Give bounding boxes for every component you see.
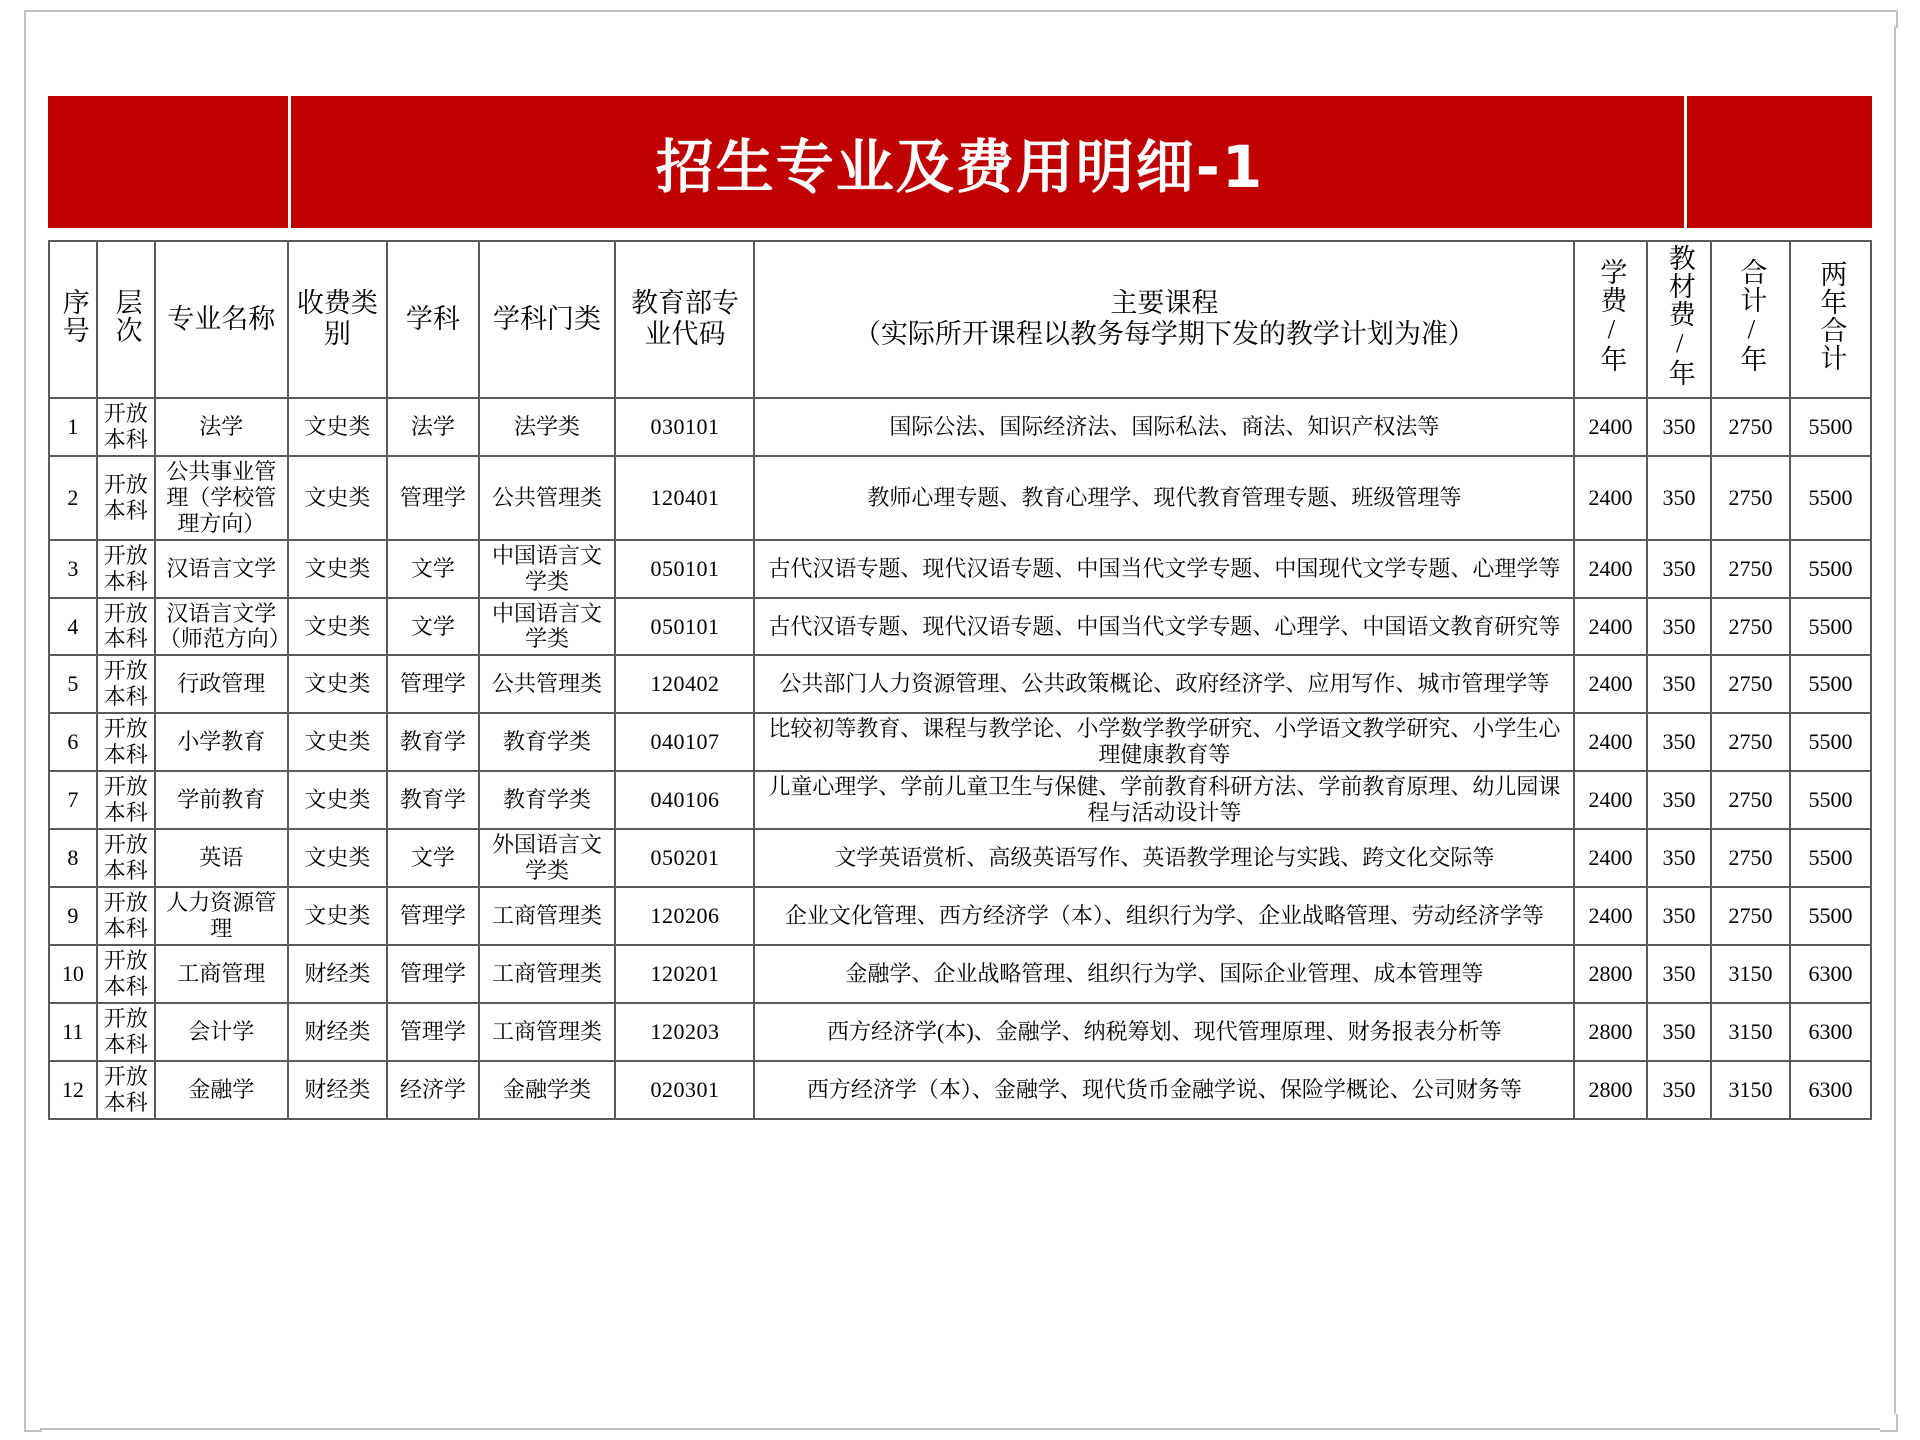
frame-line-bottom xyxy=(40,1428,1880,1430)
cell-subtotal: 2750 xyxy=(1711,398,1790,456)
cell-discipline-category: 公共管理类 xyxy=(479,655,616,713)
cell-discipline: 管理学 xyxy=(387,1003,478,1061)
cell-level: 开放本科 xyxy=(97,945,155,1003)
cell-fee-type: 文史类 xyxy=(288,829,388,887)
cell-courses: 文学英语赏析、高级英语写作、英语教学理论与实践、跨文化交际等 xyxy=(754,829,1574,887)
cell-subtotal: 3150 xyxy=(1711,1061,1790,1119)
header-courses: 主要课程 （实际所开课程以教务每学期下发的教学计划为准） xyxy=(754,241,1574,398)
header-book-fee: 教材费/年 xyxy=(1647,241,1711,398)
cell-level: 开放本科 xyxy=(97,1003,155,1061)
cell-discipline: 文学 xyxy=(387,540,478,598)
cell-fee-type: 文史类 xyxy=(288,540,388,598)
cell-level: 开放本科 xyxy=(97,456,155,540)
table-row xyxy=(49,1003,1871,1061)
cell-level: 开放本科 xyxy=(97,887,155,945)
cell-level: 开放本科 xyxy=(97,771,155,829)
cell-courses: 古代汉语专题、现代汉语专题、中国当代文学专题、中国现代文学专题、心理学等 xyxy=(754,540,1574,598)
header-tuition: 学费/年 xyxy=(1574,241,1647,398)
cell-moe-code: 040107 xyxy=(615,713,754,771)
frame-corner-top-left xyxy=(24,10,42,28)
cell-discipline-category: 法学类 xyxy=(479,398,616,456)
cell-discipline-category: 外国语言文学类 xyxy=(479,829,616,887)
header-level: 层次 xyxy=(97,241,155,398)
cell-subtotal: 2750 xyxy=(1711,598,1790,656)
cell-book-fee: 350 xyxy=(1647,1061,1711,1119)
cell-book-fee: 350 xyxy=(1647,771,1711,829)
cell-level: 开放本科 xyxy=(97,655,155,713)
cell-major-name: 工商管理 xyxy=(155,945,288,1003)
cell-courses: 国际公法、国际经济法、国际私法、商法、知识产权法等 xyxy=(754,398,1574,456)
table-header-row xyxy=(49,241,1871,398)
cell-discipline: 经济学 xyxy=(387,1061,478,1119)
table-row xyxy=(49,771,1871,829)
cell-discipline: 文学 xyxy=(387,829,478,887)
cell-book-fee: 350 xyxy=(1647,1003,1711,1061)
cell-level: 开放本科 xyxy=(97,598,155,656)
cell-courses: 西方经济学(本)、金融学、纳税筹划、现代管理原理、财务报表分析等 xyxy=(754,1003,1574,1061)
cell-book-fee: 350 xyxy=(1647,945,1711,1003)
cell-major-name: 行政管理 xyxy=(155,655,288,713)
cell-no: 1 xyxy=(49,398,97,456)
cell-level: 开放本科 xyxy=(97,1061,155,1119)
cell-discipline-category: 公共管理类 xyxy=(479,456,616,540)
cell-discipline-category: 中国语言文学类 xyxy=(479,540,616,598)
cell-level: 开放本科 xyxy=(97,540,155,598)
frame-line-left xyxy=(24,26,26,1414)
cell-discipline: 文学 xyxy=(387,598,478,656)
cell-tuition: 2400 xyxy=(1574,829,1647,887)
cell-two-year-total: 5500 xyxy=(1790,598,1871,656)
cell-discipline: 教育学 xyxy=(387,771,478,829)
cell-tuition: 2800 xyxy=(1574,1061,1647,1119)
header-major-name: 专业名称 xyxy=(155,241,288,398)
cell-major-name: 法学 xyxy=(155,398,288,456)
cell-discipline-category: 金融学类 xyxy=(479,1061,616,1119)
cell-major-name: 人力资源管理 xyxy=(155,887,288,945)
cell-no: 3 xyxy=(49,540,97,598)
cell-discipline-category: 工商管理类 xyxy=(479,945,616,1003)
table-row xyxy=(49,887,1871,945)
cell-moe-code: 020301 xyxy=(615,1061,754,1119)
cell-moe-code: 120201 xyxy=(615,945,754,1003)
cell-subtotal: 3150 xyxy=(1711,1003,1790,1061)
cell-fee-type: 文史类 xyxy=(288,655,388,713)
cell-discipline: 教育学 xyxy=(387,713,478,771)
cell-courses: 儿童心理学、学前儿童卫生与保健、学前教育科研方法、学前教育原理、幼儿园课程与活动设计等 xyxy=(754,771,1574,829)
cell-moe-code: 120402 xyxy=(615,655,754,713)
cell-courses: 古代汉语专题、现代汉语专题、中国当代文学专题、心理学、中国语文教育研究等 xyxy=(754,598,1574,656)
table-row xyxy=(49,1061,1871,1119)
cell-book-fee: 350 xyxy=(1647,540,1711,598)
cell-no: 2 xyxy=(49,456,97,540)
cell-discipline: 管理学 xyxy=(387,945,478,1003)
cell-two-year-total: 6300 xyxy=(1790,1061,1871,1119)
cell-major-name: 英语 xyxy=(155,829,288,887)
table-row xyxy=(49,456,1871,540)
header-discipline: 学科 xyxy=(387,241,478,398)
frame-line-right xyxy=(1894,26,1896,1414)
table-row xyxy=(49,945,1871,1003)
cell-tuition: 2400 xyxy=(1574,887,1647,945)
header-discipline-category: 学科门类 xyxy=(479,241,616,398)
cell-tuition: 2400 xyxy=(1574,398,1647,456)
cell-no: 10 xyxy=(49,945,97,1003)
title-banner xyxy=(48,96,1872,228)
cell-major-name: 学前教育 xyxy=(155,771,288,829)
cell-fee-type: 财经类 xyxy=(288,945,388,1003)
cell-level: 开放本科 xyxy=(97,398,155,456)
cell-discipline: 管理学 xyxy=(387,456,478,540)
cell-no: 7 xyxy=(49,771,97,829)
cell-moe-code: 120401 xyxy=(615,456,754,540)
frame-line-top xyxy=(40,10,1880,12)
title-banner-divider-right xyxy=(1684,96,1687,228)
cell-tuition: 2400 xyxy=(1574,598,1647,656)
cell-moe-code: 040106 xyxy=(615,771,754,829)
cell-two-year-total: 5500 xyxy=(1790,398,1871,456)
cell-book-fee: 350 xyxy=(1647,655,1711,713)
cell-book-fee: 350 xyxy=(1647,456,1711,540)
cell-subtotal: 2750 xyxy=(1711,887,1790,945)
cell-no: 5 xyxy=(49,655,97,713)
cell-courses: 比较初等教育、课程与教学论、小学数学教学研究、小学语文教学研究、小学生心理健康教育等 xyxy=(754,713,1574,771)
cell-book-fee: 350 xyxy=(1647,398,1711,456)
table-row xyxy=(49,655,1871,713)
cell-book-fee: 350 xyxy=(1647,713,1711,771)
cell-major-name: 会计学 xyxy=(155,1003,288,1061)
cell-subtotal: 2750 xyxy=(1711,771,1790,829)
cell-courses: 教师心理专题、教育心理学、现代教育管理专题、班级管理等 xyxy=(754,456,1574,540)
cell-subtotal: 3150 xyxy=(1711,945,1790,1003)
cell-no: 8 xyxy=(49,829,97,887)
page-title: 招生专业及费用明细-1 xyxy=(655,133,1265,201)
header-fee-type: 收费类别 xyxy=(288,241,388,398)
cell-tuition: 2400 xyxy=(1574,713,1647,771)
cell-subtotal: 2750 xyxy=(1711,713,1790,771)
cell-discipline: 法学 xyxy=(387,398,478,456)
cell-moe-code: 050101 xyxy=(615,540,754,598)
cell-discipline: 管理学 xyxy=(387,655,478,713)
cell-tuition: 2400 xyxy=(1574,771,1647,829)
cell-fee-type: 文史类 xyxy=(288,887,388,945)
cell-courses: 金融学、企业战略管理、组织行为学、国际企业管理、成本管理等 xyxy=(754,945,1574,1003)
cell-fee-type: 文史类 xyxy=(288,598,388,656)
cell-two-year-total: 5500 xyxy=(1790,540,1871,598)
cell-tuition: 2800 xyxy=(1574,1003,1647,1061)
header-moe-code: 教育部专业代码 xyxy=(615,241,754,398)
cell-discipline-category: 教育学类 xyxy=(479,713,616,771)
cell-major-name: 公共事业管理（学校管理方向） xyxy=(155,456,288,540)
cell-two-year-total: 5500 xyxy=(1790,771,1871,829)
cell-discipline-category: 教育学类 xyxy=(479,771,616,829)
cell-moe-code: 120206 xyxy=(615,887,754,945)
cell-two-year-total: 5500 xyxy=(1790,829,1871,887)
cell-level: 开放本科 xyxy=(97,713,155,771)
cell-fee-type: 文史类 xyxy=(288,398,388,456)
cell-tuition: 2400 xyxy=(1574,456,1647,540)
table-row xyxy=(49,598,1871,656)
cell-courses: 西方经济学（本）、金融学、现代货币金融学说、保险学概论、公司财务等 xyxy=(754,1061,1574,1119)
cell-courses: 公共部门人力资源管理、公共政策概论、政府经济学、应用写作、城市管理学等 xyxy=(754,655,1574,713)
cell-no: 12 xyxy=(49,1061,97,1119)
cell-no: 6 xyxy=(49,713,97,771)
cell-book-fee: 350 xyxy=(1647,598,1711,656)
title-banner-divider-left xyxy=(288,96,291,228)
cell-major-name: 金融学 xyxy=(155,1061,288,1119)
header-subtotal: 合计/年 xyxy=(1711,241,1790,398)
table-body xyxy=(49,398,1871,1119)
cell-discipline-category: 工商管理类 xyxy=(479,1003,616,1061)
cell-moe-code: 050201 xyxy=(615,829,754,887)
frame-corner-bottom-left xyxy=(24,1414,42,1432)
cell-fee-type: 文史类 xyxy=(288,771,388,829)
cell-two-year-total: 5500 xyxy=(1790,887,1871,945)
cell-moe-code: 120203 xyxy=(615,1003,754,1061)
cell-subtotal: 2750 xyxy=(1711,456,1790,540)
cell-no: 9 xyxy=(49,887,97,945)
table-row xyxy=(49,713,1871,771)
cell-two-year-total: 5500 xyxy=(1790,713,1871,771)
cell-fee-type: 财经类 xyxy=(288,1061,388,1119)
cell-discipline-category: 中国语言文学类 xyxy=(479,598,616,656)
cell-subtotal: 2750 xyxy=(1711,655,1790,713)
cell-two-year-total: 5500 xyxy=(1790,456,1871,540)
cell-fee-type: 财经类 xyxy=(288,1003,388,1061)
frame-corner-top-right xyxy=(1880,10,1898,28)
cell-major-name: 小学教育 xyxy=(155,713,288,771)
cell-discipline-category: 工商管理类 xyxy=(479,887,616,945)
cell-level: 开放本科 xyxy=(97,829,155,887)
cell-two-year-total: 6300 xyxy=(1790,1003,1871,1061)
cell-tuition: 2400 xyxy=(1574,655,1647,713)
cell-courses: 企业文化管理、西方经济学（本）、组织行为学、企业战略管理、劳动经济学等 xyxy=(754,887,1574,945)
table-row xyxy=(49,829,1871,887)
cell-book-fee: 350 xyxy=(1647,887,1711,945)
cell-tuition: 2800 xyxy=(1574,945,1647,1003)
cell-moe-code: 050101 xyxy=(615,598,754,656)
header-two-year-total: 两年合计 xyxy=(1790,241,1871,398)
cell-fee-type: 文史类 xyxy=(288,713,388,771)
cell-no: 11 xyxy=(49,1003,97,1061)
cell-book-fee: 350 xyxy=(1647,829,1711,887)
frame-corner-bottom-right xyxy=(1880,1414,1898,1432)
cell-two-year-total: 6300 xyxy=(1790,945,1871,1003)
cell-tuition: 2400 xyxy=(1574,540,1647,598)
cell-two-year-total: 5500 xyxy=(1790,655,1871,713)
cell-subtotal: 2750 xyxy=(1711,829,1790,887)
cell-major-name: 汉语言文学 xyxy=(155,540,288,598)
cell-moe-code: 030101 xyxy=(615,398,754,456)
cell-discipline: 管理学 xyxy=(387,887,478,945)
cell-fee-type: 文史类 xyxy=(288,456,388,540)
cell-major-name: 汉语言文学（师范方向） xyxy=(155,598,288,656)
table-row xyxy=(49,398,1871,456)
table-row xyxy=(49,540,1871,598)
cell-no: 4 xyxy=(49,598,97,656)
majors-fee-table xyxy=(48,240,1872,1120)
header-no: 序号 xyxy=(49,241,97,398)
cell-subtotal: 2750 xyxy=(1711,540,1790,598)
